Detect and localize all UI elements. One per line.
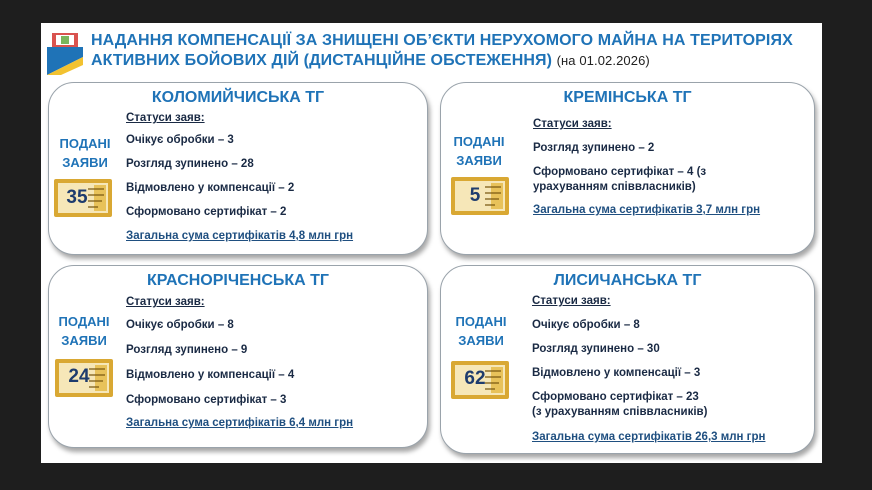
page-title xyxy=(91,31,816,71)
status-item: Очікує обробки – 8 xyxy=(532,319,640,331)
applications-count: 24 xyxy=(68,366,90,387)
card-title: ЛИСИЧАНСЬКА ТГ xyxy=(553,272,702,289)
total-sum: Загальна сума сертифікатів 6,4 млн грн xyxy=(126,417,354,429)
total-sum: Загальна сума сертифікатів 3,7 млн грн xyxy=(533,204,761,216)
applications-count: 5 xyxy=(469,185,481,206)
title-date: (на 01.02.2026) xyxy=(556,53,650,68)
applications-count: 62 xyxy=(464,368,486,389)
coat-of-arms-icon xyxy=(47,31,83,75)
total-sum: Загальна сума сертифікатів 26,3 млн грн xyxy=(532,431,766,443)
status-item: Сформовано сертифікат – 2 xyxy=(126,206,287,218)
slide xyxy=(41,23,822,463)
status-item: (з урахуванням співвласників) xyxy=(532,406,708,418)
card-lysychanska xyxy=(440,265,815,454)
applied-label: ПОДАНІ ЗАЯВИ xyxy=(59,136,111,170)
status-item: Відмовлено у компенсації – 2 xyxy=(126,182,295,194)
applied-label: ПОДАНІ ЗАЯВИ xyxy=(58,314,110,348)
title-line-1: НАДАННЯ КОМПЕНСАЦІЇ ЗА ЗНИЩЕНІ ОБ’ЄКТИ НЕРУХОМОГО МАЙНА НА ТЕРИТОРІЯХ xyxy=(91,32,793,49)
status-item: Розгляд зупинено – 30 xyxy=(532,343,660,355)
applied-label: ПОДАНІ ЗАЯВИ xyxy=(455,314,507,348)
statuses-header: Статуси заяв: xyxy=(532,295,611,307)
statuses-header: Статуси заяв: xyxy=(126,112,205,124)
status-item: Сформовано сертифікат – 4 (з xyxy=(533,166,707,178)
card-title: КОЛОМИЙЧИСЬКА ТГ xyxy=(151,89,325,106)
status-item: Очікує обробки – 3 xyxy=(126,134,234,146)
status-item: Розгляд зупинено – 2 xyxy=(533,142,655,154)
statuses-header: Статуси заяв: xyxy=(126,296,205,308)
card-kreminska xyxy=(440,82,815,255)
card-krasnorichenska xyxy=(48,265,428,448)
applied-label: ПОДАНІ ЗАЯВИ xyxy=(453,134,505,168)
status-item: Сформовано сертифікат – 23 xyxy=(532,391,699,403)
title-line-2: АКТИВНИХ БОЙОВИХ ДІЙ (ДИСТАНЦІЙНЕ ОБСТЕЖЕННЯ) xyxy=(91,52,553,69)
card-title: КРЕМІНСЬКА ТГ xyxy=(563,89,692,106)
total-sum: Загальна сума сертифікатів 4,8 млн грн xyxy=(126,230,354,242)
card-kolomyichyska xyxy=(48,82,428,255)
applications-count: 35 xyxy=(66,187,88,208)
status-item: Очікує обробки – 8 xyxy=(126,319,234,331)
statuses-header: Статуси заяв: xyxy=(533,118,612,130)
status-item: Розгляд зупинено – 9 xyxy=(126,344,248,356)
status-item: урахуванням співвласників) xyxy=(533,181,696,193)
status-item: Відмовлено у компенсації – 3 xyxy=(532,367,701,379)
status-item: Відмовлено у компенсації – 4 xyxy=(126,369,295,381)
card-title: КРАСНОРІЧЕНСЬКА ТГ xyxy=(147,272,329,289)
status-item: Сформовано сертифікат – 3 xyxy=(126,394,287,406)
status-item: Розгляд зупинено – 28 xyxy=(126,158,254,170)
